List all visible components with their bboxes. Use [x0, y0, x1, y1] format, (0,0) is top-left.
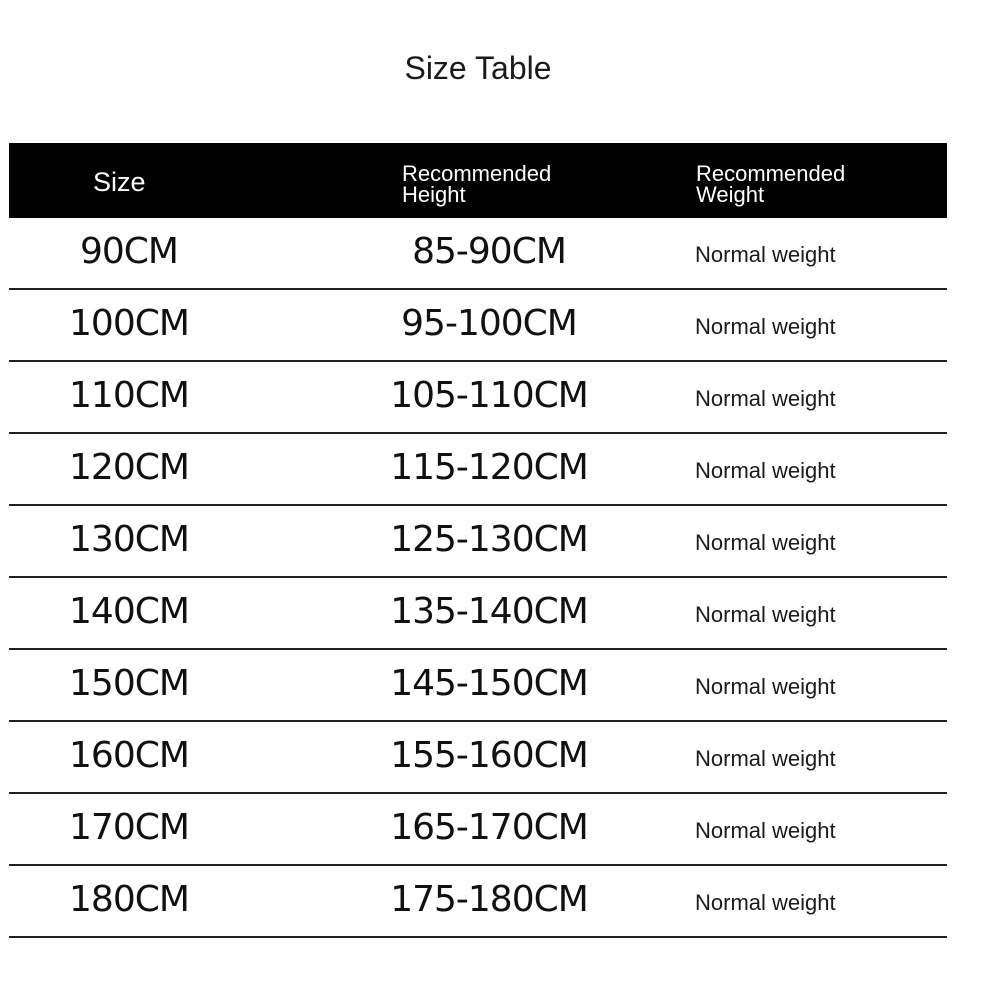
height-cell: 175-180CM [390, 879, 588, 920]
header-size: Size [93, 167, 146, 197]
weight-cell: Normal weight [695, 746, 836, 771]
weight-cell: Normal weight [695, 530, 836, 555]
weight-cell: Normal weight [695, 890, 836, 915]
size-cell: 90CM [79, 231, 178, 272]
table-row [9, 362, 947, 434]
size-cell: 140CM [69, 591, 189, 632]
size-cell: 100CM [69, 303, 189, 344]
table-row [9, 794, 947, 866]
weight-cell: Normal weight [695, 818, 836, 843]
table-header [9, 143, 947, 218]
weight-cell: Normal weight [695, 602, 836, 627]
weight-cell: Normal weight [695, 674, 836, 699]
table-row [9, 218, 947, 290]
header-recommended-height: Recommended Height [402, 161, 552, 207]
size-cell: 120CM [69, 447, 189, 488]
table-row [9, 290, 947, 362]
height-cell: 135-140CM [390, 591, 588, 632]
height-cell: 155-160CM [390, 735, 588, 776]
header-recommended-weight: Recommended Weight [696, 161, 846, 207]
weight-cell: Normal weight [695, 314, 836, 339]
height-cell: 95-100CM [401, 303, 577, 344]
page-title: Size Table [404, 50, 552, 86]
size-table [9, 143, 947, 938]
size-cell: 110CM [69, 375, 189, 416]
table-row [9, 866, 947, 938]
size-cell: 150CM [69, 663, 189, 704]
table-row [9, 578, 947, 650]
table-row [9, 434, 947, 506]
height-cell: 125-130CM [390, 519, 588, 560]
height-cell: 115-120CM [390, 447, 588, 488]
weight-cell: Normal weight [695, 386, 836, 411]
height-cell: 105-110CM [390, 375, 588, 416]
table-row [9, 650, 947, 722]
size-cell: 180CM [69, 879, 189, 920]
size-cell: 130CM [69, 519, 189, 560]
height-cell: 145-150CM [390, 663, 588, 704]
weight-cell: Normal weight [695, 458, 836, 483]
size-cell: 170CM [69, 807, 189, 848]
weight-cell: Normal weight [695, 242, 836, 267]
height-cell: 85-90CM [412, 231, 566, 272]
height-cell: 165-170CM [390, 807, 588, 848]
table-row [9, 722, 947, 794]
table-row [9, 506, 947, 578]
size-cell: 160CM [69, 735, 189, 776]
